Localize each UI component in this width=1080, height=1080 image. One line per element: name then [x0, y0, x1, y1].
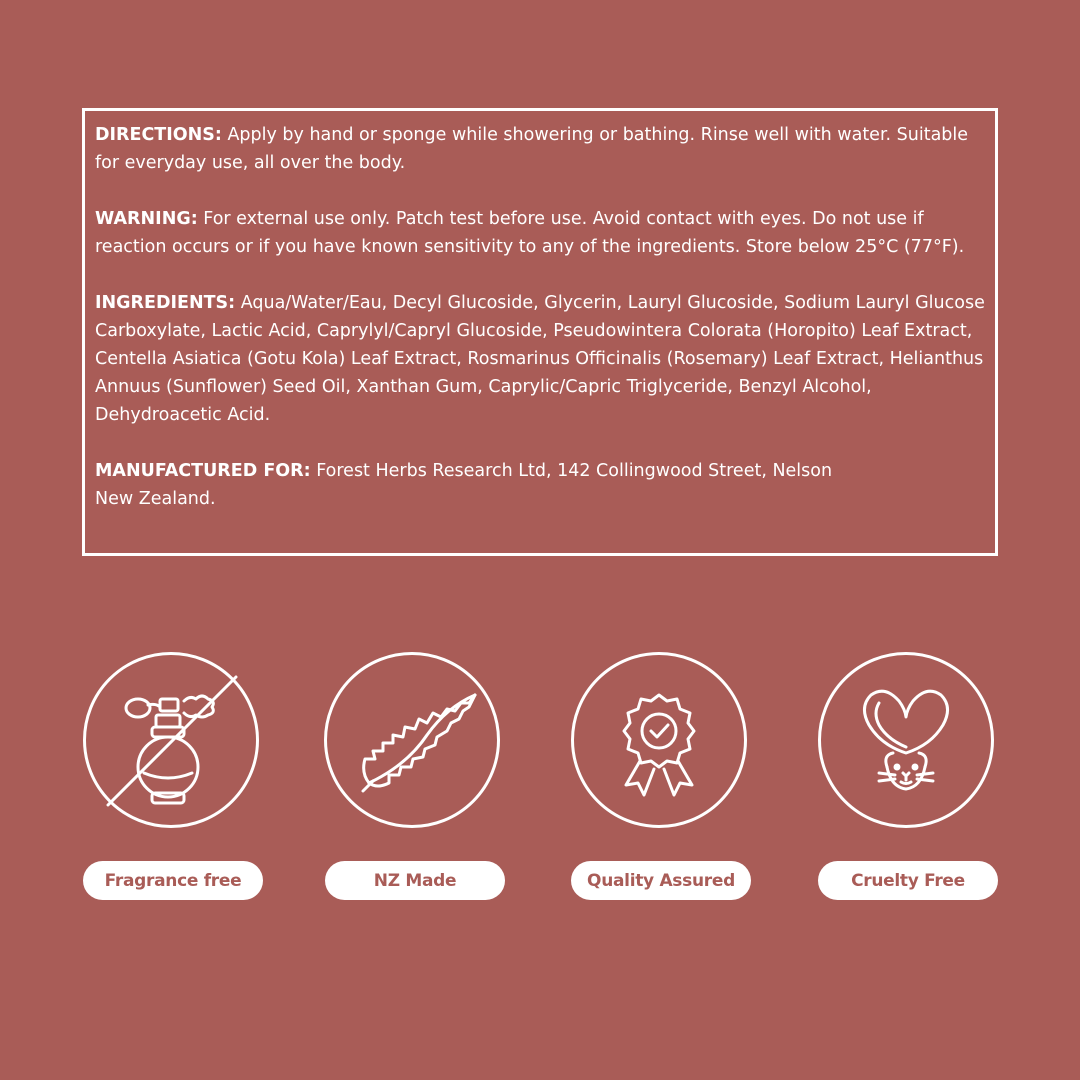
cruelty-free-badge — [818, 652, 994, 828]
warning-heading: WARNING: — [95, 209, 198, 229]
quality-assured-label: Quality Assured — [571, 861, 751, 900]
quality-assured-badge — [571, 652, 747, 828]
fragrance-free-label: Fragrance free — [83, 861, 263, 900]
nz-made-label: NZ Made — [325, 861, 505, 900]
manufacturer-text: Forest Herbs Research Ltd, 142 Collingwood Street, Nelson New Zealand. — [95, 461, 833, 509]
directions-text: Apply by hand or sponge while showering or bathing. Rinse well with water. Suitable for everyday use, all over the body. — [95, 125, 969, 173]
bunny-heart-icon — [821, 655, 991, 825]
cruelty-free-label: Cruelty Free — [818, 861, 998, 900]
quality-ribbon-icon — [574, 655, 744, 825]
silver-fern-icon — [327, 655, 497, 825]
no-perfume-icon — [86, 655, 256, 825]
directions-heading: DIRECTIONS: — [95, 125, 222, 145]
ingredients-text: Aqua/Water/Eau, Decyl Glucoside, Glycerin, Lauryl Glucoside, Sodium Lauryl Glucose Carboxylate, Lactic Acid, Caprylyl/Capryl Glucoside, Pseudowintera Colorata (Horopito) Leaf Extract, Centella Asiatica (Gotu Kola) Leaf Extract, Rosmarinus Officinalis (Rosemary) Leaf Extract, Helianthus Annuus (Sunflower) Seed Oil, Xanthan Gum, Caprylic/Capric Triglyceride, Benzyl Alcohol, Dehydroacetic Acid. — [95, 293, 985, 425]
warning-text: For external use only. Patch test before use. Avoid contact with eyes. Do not use if reaction occurs or if you have known sensitivity to any of the ingredients. Store below 25°C (77°F). — [95, 209, 965, 257]
nz-made-badge — [324, 652, 500, 828]
ingredients-heading: INGREDIENTS: — [95, 293, 236, 313]
manufacturer-heading: MANUFACTURED FOR: — [95, 461, 311, 481]
fragrance-free-badge — [83, 652, 259, 828]
